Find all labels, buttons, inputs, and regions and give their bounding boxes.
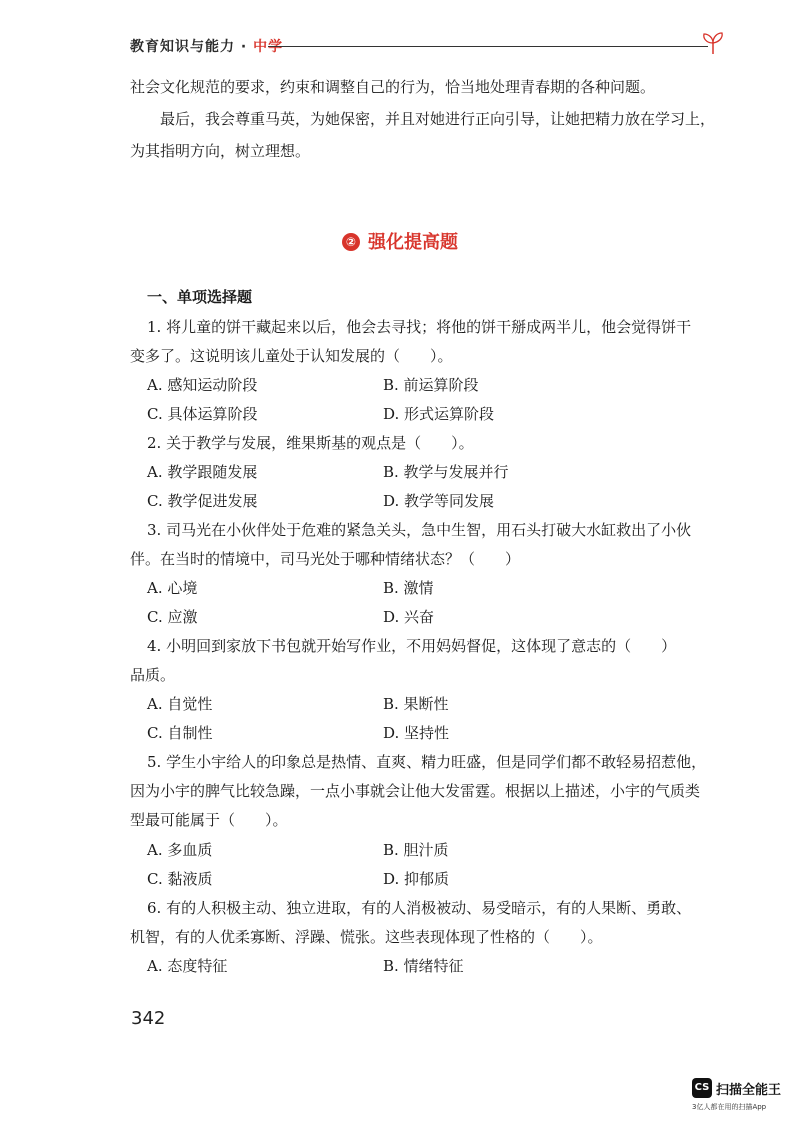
option-b: B. 教学与发展并行 bbox=[383, 463, 509, 481]
section-heading bbox=[0, 228, 800, 254]
option-a: A. 自觉性 bbox=[147, 695, 213, 713]
option-d: D. 教学等同发展 bbox=[383, 492, 495, 510]
question-text-line: 机智，有的人优柔寡断、浮躁、慌张。这些表现体现了性格的（ ）。 bbox=[130, 928, 603, 946]
question-text-line: 变多了。这说明该儿童处于认知发展的（ ）。 bbox=[130, 347, 453, 365]
option-b: B. 胆汁质 bbox=[383, 841, 449, 859]
question-text-line: 因为小宇的脾气比较急躁，一点小事就会让他大发雷霆。根据以上描述，小宇的气质类 bbox=[130, 782, 701, 800]
option-c: C. 教学促进发展 bbox=[147, 492, 258, 510]
header-title-level: 中学 bbox=[253, 39, 284, 55]
option-a: A. 多血质 bbox=[147, 841, 213, 859]
option-c: C. 黏液质 bbox=[147, 870, 213, 888]
header-rule bbox=[268, 46, 708, 47]
watermark-name: 扫描全能王 bbox=[716, 1083, 782, 1098]
section-number-badge: ② bbox=[342, 233, 360, 251]
option-a: A. 心境 bbox=[147, 579, 198, 597]
running-header bbox=[130, 36, 730, 58]
option-b: B. 前运算阶段 bbox=[383, 376, 479, 394]
question-text-line: 伴。在当时的情境中，司马光处于哪种情绪状态？（ ） bbox=[130, 550, 521, 568]
intro-paragraph-1: 社会文化规范的要求，约束和调整自己的行为，恰当地处理青春期的各种问题。 bbox=[130, 78, 656, 96]
option-b: B. 激情 bbox=[383, 579, 434, 597]
option-d: D. 兴奋 bbox=[383, 608, 435, 626]
header-title-dot: · bbox=[235, 39, 254, 55]
intro-paragraph-2-line-1: 最后，我会尊重马英，为她保密，并且对她进行正向引导，让她把精力放在学习上， bbox=[160, 110, 716, 128]
question-text-line: 4. 小明回到家放下书包就开始写作业，不用妈妈督促，这体现了意志的（ ） bbox=[147, 637, 677, 655]
option-a: A. 态度特征 bbox=[147, 957, 228, 975]
option-d: D. 坚持性 bbox=[383, 724, 450, 742]
question-type-heading: 一、单项选择题 bbox=[147, 288, 253, 306]
option-b: B. 果断性 bbox=[383, 695, 449, 713]
option-d: D. 抑郁质 bbox=[383, 870, 450, 888]
question-text-line: 2. 关于教学与发展，维果斯基的观点是（ ）。 bbox=[147, 434, 474, 452]
option-c: C. 具体运算阶段 bbox=[147, 405, 258, 423]
option-c: C. 应激 bbox=[147, 608, 198, 626]
option-d: D. 形式运算阶段 bbox=[383, 405, 495, 423]
option-c: C. 自制性 bbox=[147, 724, 213, 742]
option-b: B. 情绪特征 bbox=[383, 957, 464, 975]
question-text-line: 品质。 bbox=[130, 666, 176, 684]
question-text-line: 1. 将儿童的饼干藏起来以后，他会去寻找；将他的饼干掰成两半儿，他会觉得饼干 bbox=[147, 318, 692, 336]
header-title bbox=[130, 36, 283, 56]
question-text-line: 6. 有的人积极主动、独立进取，有的人消极被动、易受暗示，有的人果断、勇敢、 bbox=[147, 899, 692, 917]
question-text-line: 型最可能属于（ ）。 bbox=[130, 811, 288, 829]
intro-paragraph-2-line-2: 为其指明方向，树立理想。 bbox=[130, 142, 311, 160]
question-text-line: 3. 司马光在小伙伴处于危难的紧急关头，急中生智，用石头打破大水缸救出了小伙 bbox=[147, 521, 692, 539]
option-a: A. 感知运动阶段 bbox=[147, 376, 258, 394]
option-a: A. 教学跟随发展 bbox=[147, 463, 258, 481]
sprout-icon bbox=[700, 30, 726, 56]
camscanner-logo-icon: CS bbox=[692, 1078, 712, 1098]
header-title-main: 教育知识与能力 bbox=[130, 39, 235, 55]
section-title: 强化提高题 bbox=[368, 232, 458, 253]
page-number: 342 bbox=[131, 1008, 166, 1029]
scanner-watermark bbox=[692, 1078, 792, 1118]
watermark-tagline: 3亿人都在用的扫描App bbox=[692, 1103, 767, 1111]
question-text-line: 5. 学生小宇给人的印象总是热情、直爽、精力旺盛，但是同学们都不敢轻易招惹他， bbox=[147, 753, 707, 771]
